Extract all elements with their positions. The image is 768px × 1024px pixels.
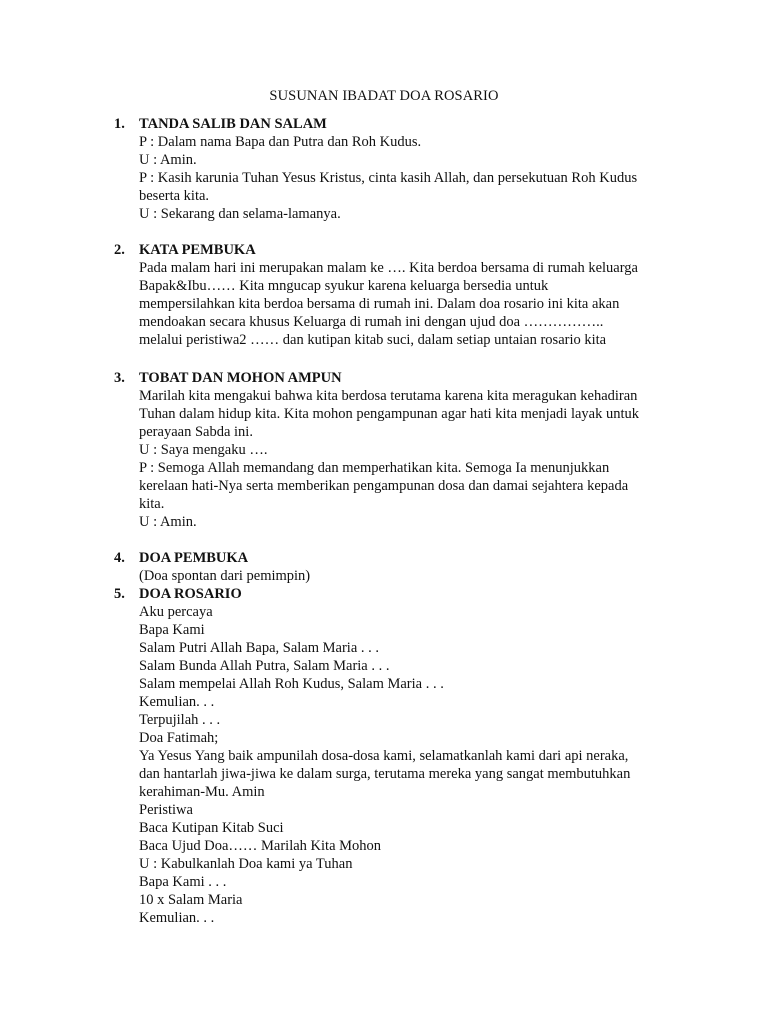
section-number: 5. <box>114 586 125 602</box>
text-line: U : Amin. <box>139 152 197 168</box>
section-body <box>139 549 679 585</box>
section-number: 3. <box>114 370 125 386</box>
text-line: Baca Ujud Doa…… Marilah Kita Mohon <box>139 838 382 854</box>
text-line: Ya Yesus Yang baik ampunilah dosa-dosa kami, selamatkanlah kami dari api neraka, <box>139 748 629 764</box>
text-line: Terpujilah . . . <box>139 712 221 728</box>
section-heading: TOBAT DAN MOHON AMPUN <box>139 370 342 386</box>
section-body <box>139 241 679 349</box>
section-number: 2. <box>114 242 125 258</box>
text-line: U : Saya mengaku …. <box>139 442 268 458</box>
text-line: P : Semoga Allah memandang dan memperhatikan kita. Semoga Ia menunjukkan <box>139 460 610 476</box>
text-line: Pada malam hari ini merupakan malam ke …. Kita berdoa bersama di rumah keluarga <box>139 260 638 276</box>
text-line: Kemulian. . . <box>139 910 215 926</box>
text-line: P : Dalam nama Bapa dan Putra dan Roh Kudus. <box>139 134 422 150</box>
text-line: Bapak&Ibu…… Kita mngucap syukur karena keluarga bersedia untuk <box>139 278 549 294</box>
section-heading: DOA PEMBUKA <box>139 550 249 566</box>
text-line: Peristiwa <box>139 802 193 818</box>
text-line: Salam mempelai Allah Roh Kudus, Salam Maria . . . <box>139 676 444 692</box>
text-line: Salam Bunda Allah Putra, Salam Maria . . . <box>139 658 390 674</box>
text-line: kerelaan hati-Nya serta memberikan pengampunan dosa dan damai sejahtera kepada <box>139 478 629 494</box>
text-line: perayaan Sabda ini. <box>139 424 253 440</box>
text-line: kita. <box>139 496 165 512</box>
text-line: U : Kabulkanlah Doa kami ya Tuhan <box>139 856 353 872</box>
text-line: kerahiman-Mu. Amin <box>139 784 265 800</box>
text-line: melalui peristiwa2 …… dan kutipan kitab suci, dalam setiap untaian rosario kita <box>139 332 607 348</box>
text-line: Tuhan dalam hidup kita. Kita mohon pengampunan agar hati kita menjadi layak untuk <box>139 406 640 422</box>
text-line: Bapa Kami . . . <box>139 874 227 890</box>
text-line: Baca Kutipan Kitab Suci <box>139 820 284 836</box>
section-heading: KATA PEMBUKA <box>139 242 256 258</box>
text-line: Marilah kita mengakui bahwa kita berdosa terutama karena kita meragukan kehadiran <box>139 388 638 404</box>
text-line: Salam Putri Allah Bapa, Salam Maria . . . <box>139 640 380 656</box>
section-heading: DOA ROSARIO <box>139 586 242 602</box>
text-line: beserta kita. <box>139 188 210 204</box>
section-number: 4. <box>114 550 125 566</box>
text-line: mempersilahkan kita berdoa bersama di rumah ini. Dalam doa rosario ini kita akan <box>139 296 620 312</box>
text-line: Doa Fatimah; <box>139 730 219 746</box>
text-line: P : Kasih karunia Tuhan Yesus Kristus, cinta kasih Allah, dan persekutuan Roh Kudus <box>139 170 638 186</box>
text-line: Kemulian. . . <box>139 694 215 710</box>
section-number: 1. <box>114 116 125 132</box>
document-title: SUSUNAN IBADAT DOA ROSARIO <box>269 88 499 104</box>
text-line: U : Sekarang dan selama-lamanya. <box>139 206 341 222</box>
text-line: dan hantarlah jiwa-jiwa ke dalam surga, terutama mereka yang sangat membutuhkan <box>139 766 631 782</box>
section-body <box>139 585 679 927</box>
text-line: mendoakan secara khusus Keluarga di rumah ini dengan ujud doa …………….. <box>139 314 604 330</box>
section-heading: TANDA SALIB DAN SALAM <box>139 116 327 132</box>
text-line: 10 x Salam Maria <box>139 892 243 908</box>
text-line: Aku percaya <box>139 604 213 620</box>
text-line: (Doa spontan dari pemimpin) <box>139 568 311 584</box>
section-body <box>139 369 679 531</box>
text-line: U : Amin. <box>139 514 197 530</box>
text-line: Bapa Kami <box>139 622 205 638</box>
section-body <box>139 115 679 223</box>
